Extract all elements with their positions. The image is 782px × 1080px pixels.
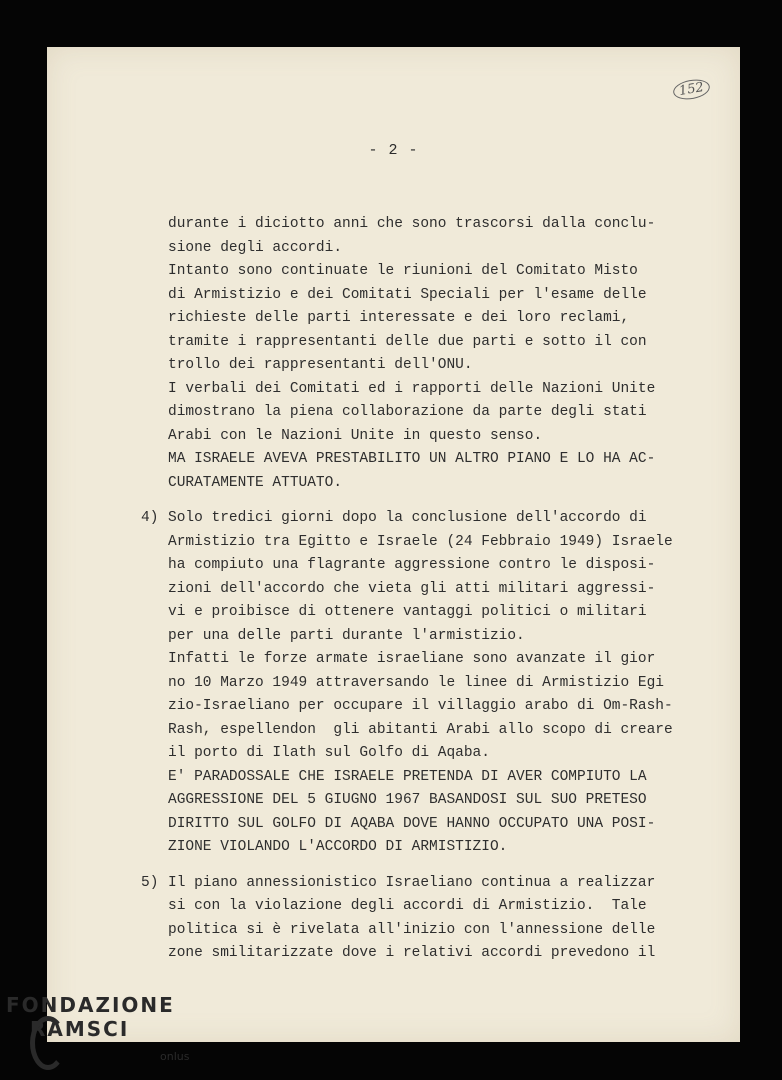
numbered-item-4 bbox=[141, 507, 708, 860]
folio-stamp: 152 bbox=[672, 77, 712, 102]
watermark-sub: onlus bbox=[160, 1050, 190, 1063]
text-line-caps: ZIONE VIOLANDO L'ACCORDO DI ARMISTIZIO. bbox=[168, 839, 508, 855]
text-line: no 10 Marzo 1949 attraversando le linee di Armistizio Egi bbox=[168, 674, 664, 691]
text-line: il porto di Ilath sul Golfo di Aqaba. bbox=[168, 745, 490, 761]
text-line-caps: E' PARADOSSALE CHE ISRAELE PRETENDA DI AVER COMPIUTO LA bbox=[168, 768, 647, 785]
text-line: politica si è rivelata all'inizio con l'annessione delle bbox=[168, 921, 656, 938]
text-line: Rash, espellendon gli abitanti Arabi allo scopo di creare bbox=[168, 721, 673, 738]
watermark bbox=[6, 993, 175, 1041]
text-line: zioni dell'accordo che vieta gli atti militari aggressi- bbox=[168, 580, 656, 597]
text-line: Solo tredici giorni dopo la conclusione dell'accordo di bbox=[168, 510, 647, 526]
document-page bbox=[47, 47, 740, 1042]
text-line: I verbali dei Comitati ed i rapporti delle Nazioni Unite bbox=[168, 380, 656, 397]
text-line: zone smilitarizzate dove i relativi accordi prevedono il bbox=[168, 945, 656, 961]
text-line: Arabi con le Nazioni Unite in questo senso. bbox=[168, 427, 543, 444]
text-line: sione degli accordi. bbox=[168, 239, 343, 256]
text-line: vi e proibisce di ottenere vantaggi politici o militari bbox=[168, 604, 647, 620]
text-line-caps: CURATAMENTE ATTUATO. bbox=[168, 474, 343, 491]
text-line: si con la violazione degli accordi di Armistizio. Tale bbox=[168, 898, 647, 914]
text-line: dimostrano la piena collaborazione da parte degli stati bbox=[168, 404, 647, 420]
text-line: Il piano annessionistico Israeliano continua a realizzar bbox=[168, 874, 656, 891]
text-line: richieste delle parti interessate e dei loro reclami, bbox=[168, 310, 630, 326]
text-line: Armistizio tra Egitto e Israele (24 Febbraio 1949) Israele bbox=[168, 533, 673, 550]
text-line-caps: AGGRESSIONE DEL 5 GIUGNO 1967 BASANDOSI SUL SUO PRETESO bbox=[168, 792, 647, 808]
numbered-item-5 bbox=[141, 872, 708, 966]
text-line: trollo dei rappresentanti dell'ONU. bbox=[168, 357, 473, 373]
text-line: di Armistizio e dei Comitati Speciali per l'esame delle bbox=[168, 286, 647, 303]
paragraph-intro bbox=[168, 213, 708, 495]
page-number: - 2 - bbox=[368, 142, 419, 159]
typed-body bbox=[141, 213, 708, 966]
text-line-caps: DIRITTO SUL GOLFO DI AQABA DOVE HANNO OCCUPATO UNA POSI- bbox=[168, 815, 656, 832]
text-line: zio-Israeliano per occupare il villaggio arabo di Om-Rash- bbox=[168, 698, 673, 714]
watermark-line2: RAMSCI bbox=[30, 1017, 130, 1041]
text-line: tramite i rappresentanti delle due parti e sotto il con bbox=[168, 333, 647, 350]
item-number: 4) bbox=[141, 510, 159, 526]
text-line-caps: MA ISRAELE AVEVA PRESTABILITO UN ALTRO PIANO E LO HA AC- bbox=[168, 451, 656, 467]
item-number: 5) bbox=[141, 874, 159, 891]
watermark-line1: FONDAZIONE bbox=[6, 993, 175, 1017]
text-line: per una delle parti durante l'armistizio. bbox=[168, 627, 525, 644]
text-line: Infatti le forze armate israeliane sono avanzate il gior bbox=[168, 651, 656, 667]
text-line: durante i diciotto anni che sono trascorsi dalla conclu- bbox=[168, 216, 656, 232]
text-line: ha compiuto una flagrante aggressione contro le disposi- bbox=[168, 557, 656, 573]
text-line: Intanto sono continuate le riunioni del Comitato Misto bbox=[168, 263, 638, 279]
